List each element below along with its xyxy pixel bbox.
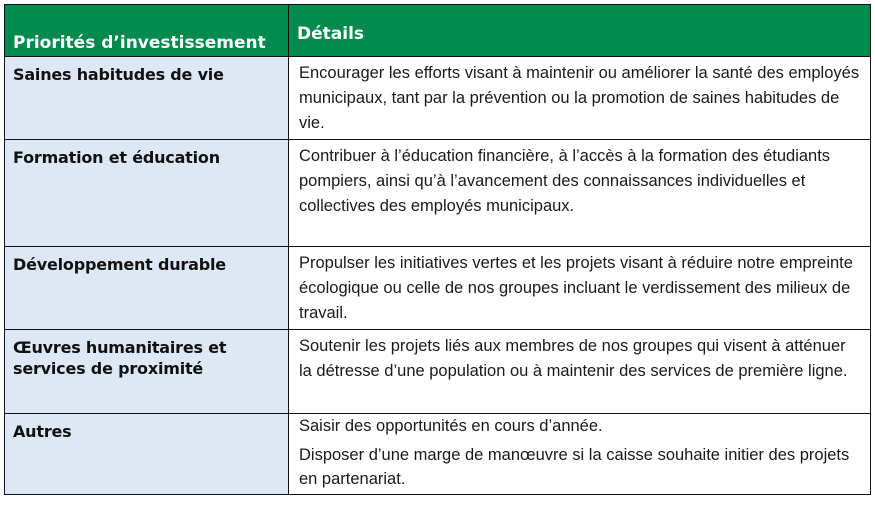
detail-text: Contribuer à l’éducation financière, à l’accès à la formation des étudiants pompiers, ainsi qu’à l’avancement des connaissances individuelles et collectives des employés municipaux. <box>299 147 831 215</box>
table-row <box>5 414 871 495</box>
detail-text: Encourager les efforts visant à maintenir ou améliorer la santé des employés municipaux, tant par la prévention ou la promotion de saines habitudes de vie. <box>299 64 860 132</box>
priority-details <box>289 414 871 495</box>
priority-details <box>289 330 871 414</box>
table-row <box>5 140 871 247</box>
investment-priorities-table <box>4 4 871 495</box>
priority-label: Saines habitudes de vie <box>5 57 289 140</box>
priority-label: Développement durable <box>5 247 289 330</box>
priority-details <box>289 140 871 247</box>
table-row <box>5 57 871 140</box>
priority-details <box>289 247 871 330</box>
table-row <box>5 330 871 414</box>
priority-label: Formation et éducation <box>5 140 289 247</box>
detail-text: Propulser les initiatives vertes et les projets visant à réduire notre empreinte écologique ou celle de nos groupes incluant le verdissement des milieux de travail. <box>299 254 853 322</box>
detail-text: Disposer d’une marge de manœuvre si la caisse souhaite initier des projets en partenariat. <box>299 446 850 488</box>
detail-text: Soutenir les projets liés aux membres de nos groupes qui visent à atténuer la détresse d’une population ou à maintenir des services de première ligne. <box>299 337 848 380</box>
priority-label: Autres <box>5 414 289 495</box>
header-details: Détails <box>289 5 871 57</box>
priority-label: Œuvres humanitaires et services de proximité <box>5 330 289 414</box>
detail-text: Saisir des opportunités en cours d’année. <box>299 417 603 435</box>
priority-details <box>289 57 871 140</box>
header-priorities: Priorités d’investissement <box>5 5 289 57</box>
header-row <box>5 5 871 57</box>
table-row <box>5 247 871 330</box>
